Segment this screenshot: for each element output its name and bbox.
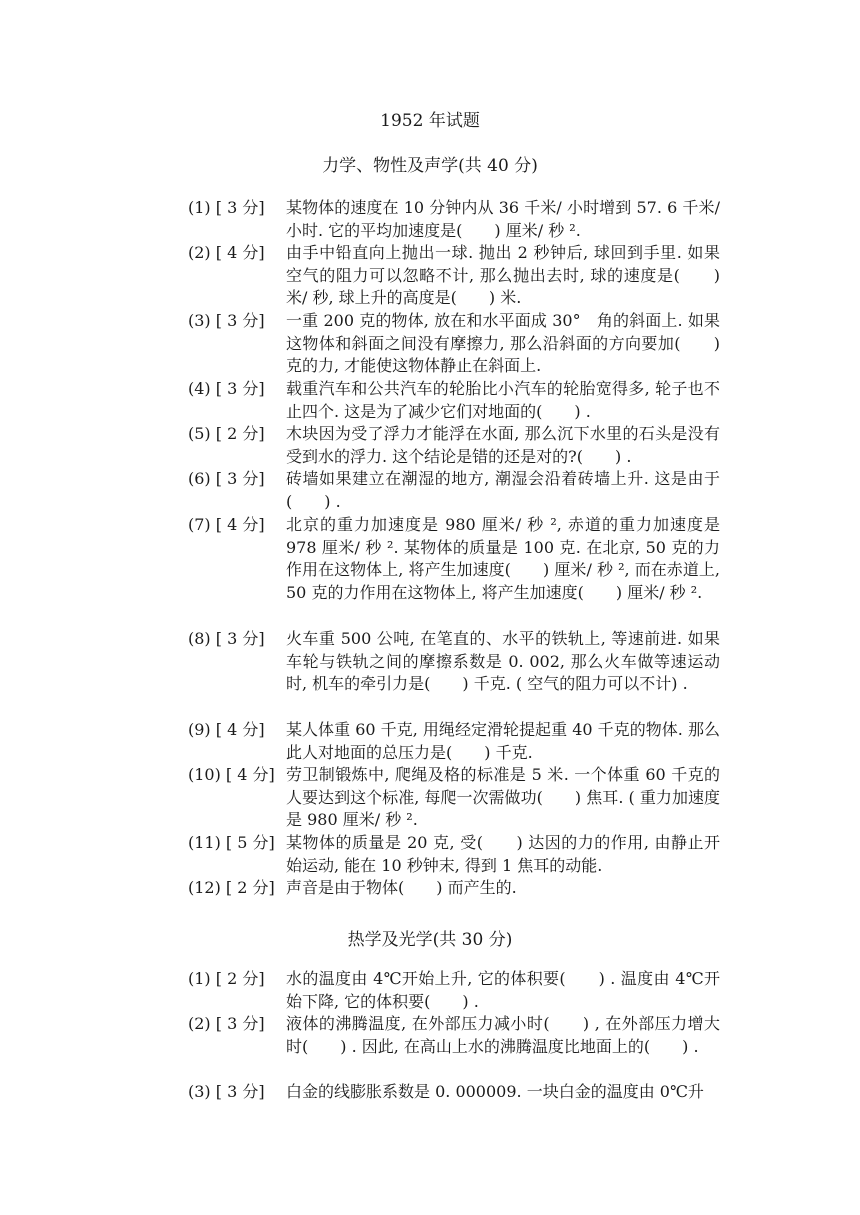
question-text: 某物体的速度在 10 分钟内从 36 千米/ 小时增到 57. 6 千米/ 小时. 它的平均加速度是( ) 厘米/ 秒 ². (286, 198, 720, 240)
question-number: (11) [ 5 分] (188, 833, 275, 852)
question-number: (10) [ 4 分] (188, 765, 275, 784)
question-text: 某人体重 60 千克, 用绳经定滑轮提起重 40 千克的物体. 那么此人对地面的总压力是( ) 千克. (286, 720, 720, 762)
question-text: 载重汽车和公共汽车的轮胎比小汽车的轮胎宽得多, 轮子也不止四个. 这是为了减少它们对地面的( ) . (286, 379, 720, 421)
question-item (188, 968, 720, 1013)
question-text: 木块因为受了浮力才能浮在水面, 那么沉下水里的石头是没有受到水的浮力. 这个结论是错的还是对的?( ) . (286, 424, 720, 466)
question-number: (9) [ 4 分] (188, 720, 265, 739)
question-item (188, 197, 720, 242)
question-text: 某物体的质量是 20 克, 受( ) 达因的力的作用, 由静止开始运动, 能在 10 秒钟末, 得到 1 焦耳的动能. (286, 833, 720, 875)
question-item (188, 877, 720, 900)
question-number: (1) [ 3 分] (188, 198, 265, 217)
question-number: (2) [ 3 分] (188, 1014, 265, 1033)
question-item (188, 628, 720, 696)
question-text: 一重 200 克的物体, 放在和水平面成 30° 角的斜面上. 如果这物体和斜面之间没有摩擦力, 那么沿斜面的方向要加( ) 克的力, 才能使这物体静止在斜面上. (286, 311, 720, 376)
question-number: (6) [ 3 分] (188, 469, 265, 488)
question-item (188, 468, 720, 513)
question-item (188, 242, 720, 310)
question-item (188, 832, 720, 877)
question-item (188, 1081, 720, 1104)
question-text: 液体的沸腾温度, 在外部压力减小时( ) , 在外部压力增大时( ) . 因此, 在高山上水的沸腾温度比地面上的( ) . (286, 1014, 720, 1056)
question-number: (4) [ 3 分] (188, 379, 265, 398)
question-text: 白金的线膨胀系数是 0. 000009. 一块白金的温度由 0℃升 (286, 1082, 704, 1101)
question-text: 声音是由于物体( ) 而产生的. (286, 878, 517, 897)
question-number: (2) [ 4 分] (188, 243, 265, 262)
question-item (188, 310, 720, 378)
question-text: 砖墙如果建立在潮湿的地方, 潮湿会沿着砖墙上升. 这是由于( ) . (286, 469, 720, 511)
question-number: (12) [ 2 分] (188, 878, 275, 897)
question-item (188, 1013, 720, 1058)
question-item (188, 719, 720, 764)
question-item (188, 378, 720, 423)
section-heading-heat-optics: 热学及光学(共 30 分) (347, 930, 513, 950)
question-item (188, 423, 720, 468)
question-text: 火车重 500 公吨, 在笔直的、水平的铁轨上, 等速前进. 如果车轮与铁轨之间的摩擦系数是 0. 002, 那么火车做等速运动时, 机车的牵引力是( ) 千克. ( 空气的阻力可以不计) . (286, 629, 720, 694)
question-number: (7) [ 4 分] (188, 515, 265, 534)
question-text: 劳卫制锻炼中, 爬绳及格的标准是 5 米. 一个体重 60 千克的人要达到这个标准, 每爬一次需做功( ) 焦耳. ( 重力加速度是 980 厘米/ 秒 ². (286, 765, 720, 830)
question-text: 水的温度由 4℃开始上升, 它的体积要( ) . 温度由 4℃开始下降, 它的体积要( ) . (286, 969, 720, 1011)
question-number: (5) [ 2 分] (188, 424, 265, 443)
question-text: 由手中铅直向上抛出一球. 抛出 2 秒钟后, 球回到手里. 如果空气的阻力可以忽略不计, 那么抛出去时, 球的速度是( ) 米/ 秒, 球上升的高度是( ) 米. (286, 243, 720, 308)
question-number: (8) [ 3 分] (188, 629, 265, 648)
question-number: (3) [ 3 分] (188, 311, 265, 330)
question-text: 北京的重力加速度是 980 厘米/ 秒 ², 赤道的重力加速度是 978 厘米/ 秒 ². 某物体的质量是 100 克. 在北京, 50 克的力作用在这物体上, 将产生加速度( ) 厘米/ 秒 ², 而在赤道上, 50 克的力作用在这物体上, 将产生加速度( ) 厘米/ 秒 ². (286, 515, 720, 602)
section-heading-mechanics: 力学、物性及声学(共 40 分) (322, 156, 538, 176)
question-number: (3) [ 3 分] (188, 1082, 265, 1101)
question-item (188, 514, 720, 604)
question-number: (1) [ 2 分] (188, 969, 265, 988)
question-item (188, 764, 720, 832)
page-title: 1952 年试题 (380, 111, 480, 131)
